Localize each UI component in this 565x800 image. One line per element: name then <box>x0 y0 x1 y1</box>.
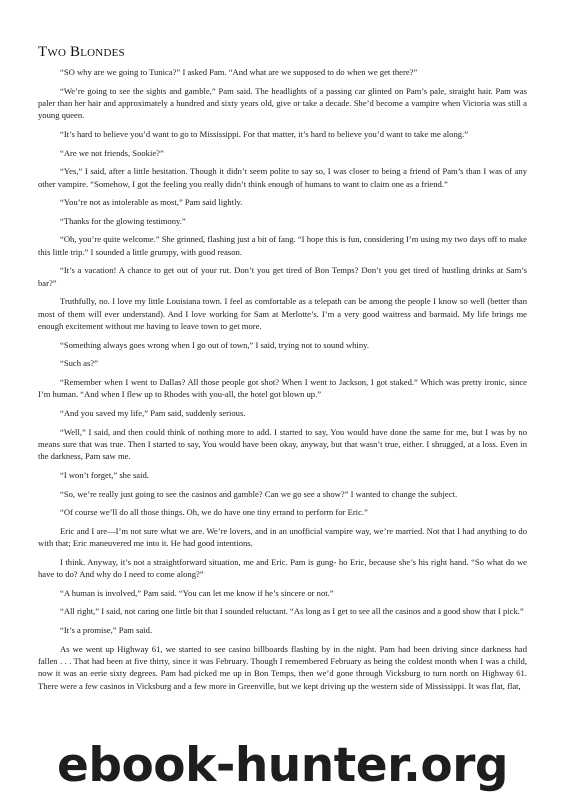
paragraph: “SO why are we going to Tunica?” I asked Pam. “And what are we supposed to do when we get there?” <box>60 67 418 77</box>
paragraph: “A human is involved,” Pam said. “You can let me know if he’s sincere or not.” <box>60 587 334 598</box>
body-text <box>38 66 527 698</box>
paragraph: “I won’t forget,” she said. <box>60 469 149 480</box>
paragraph: “Something always goes wrong when I go out of town,” I said, trying not to sound whiny. <box>60 339 370 350</box>
paragraph: “Such as?” <box>60 358 98 369</box>
paragraph: “Of course we’ll do all those things. Oh, we do have one tiny errand to perform for Eric.” <box>60 507 368 518</box>
paragraph: “So, we’re really just going to see the casinos and gamble? Can we go see a show?” I wanted to change the subject. <box>60 488 458 499</box>
paragraph: “All right,” I said, not caring one little bit that I sounded reluctant. “As long as I get to see all the casinos and a good show that I pick.” <box>60 606 524 617</box>
paragraph: “Are we not friends, Sookie?” <box>60 147 164 158</box>
paragraph: “It’s a promise,” Pam said. <box>60 624 153 635</box>
paragraph: “Oh, you’re quite welcome.” She grinned, flashing just a bit of fang. “I hope this is fun, considering I’m using my two days off to make this little trip.” I sounded a little grumpy, with good reason. <box>38 234 527 257</box>
paragraph: Truthfully, no. I love my little Louisiana town. I feel as comfortable as a telepath can be among the people I know so well (better than most of them will ever understand). And I love working for Sam at Merlotte’s. I’m a very good waitress and barmaid. My life brings me enough excitement without me having to leave town to get more. <box>38 296 527 332</box>
paragraph: “And you saved my life,” Pam said, suddenly serious. <box>60 407 246 418</box>
paragraph: “Thanks for the glowing testimony.” <box>60 215 186 226</box>
paragraph: I think. Anyway, it’s not a straightforward situation, me and Eric. Pam is gung- ho Eric, because she’s his right hand. “So what do we have to do? And why do I need to come along?” <box>38 556 527 580</box>
paragraph: “It’s hard to believe you’d want to go to Mississippi. For that matter, it’s hard to believe you’d want to take me along.” <box>60 129 469 139</box>
paragraph: “We’re going to see the sights and gamble,” Pam said. The headlights of a passing car glinted on Pam’s pale, straight hair. Pam was paler than her hair and approximately a hundred and sixty years old, give or take a decade. She’d become a vampire when Victoria was still a young queen. <box>38 85 527 121</box>
paragraph: “Yes,” I said, after a little hesitation. Though it didn’t seem polite to say so, I was closer to being a friend of Pam’s than I was of any other vampire. “Somehow, I got the feeling you really didn’t think enough of humans to want to claim one as a friend.” <box>38 166 527 189</box>
watermark: ebook-hunter.org <box>0 738 565 794</box>
paragraph: As we went up Highway 61, we started to see casino billboards flashing by in the night. Pam had been driving since darkness had fallen . . . That had been at five thirty, since it was February. Though I remembered February as being the coldest month when I was a child, now it was an eerie sixty degrees. Pam had picked me up in Bon Temps, then we’d gone through Vicksburg to turn north on Highway 61. There were a few casinos in Vicksburg and a few more in Greenville, but we kept driving up the western side of Mississippi. It was flat, flat, <box>38 643 527 691</box>
paragraph: Eric and I are—I’m not sure what we are. We’re lovers, and in an unofficial vampire way, we’re married. Not that I had anything to do with that; Eric maneuvered me into it. He had good intentions. <box>38 525 527 549</box>
paragraph: “It’s a vacation! A chance to get out of your rut. Don’t you get tired of Bon Temps? Don’t you get tired of hustling drinks at Sam’s bar?” <box>38 265 527 288</box>
paragraph: “You’re not as intolerable as most,” Pam said lightly. <box>60 197 243 208</box>
paragraph: “Well,” I said, and then could think of nothing more to add. I started to say, You would have done the same for me, but I was by no means sure that was true. Then I started to say, You would have been okay, anyway, but that wasn’t true, either. I shrugged, at a loss. Even in the darkness, Pam saw me. <box>38 426 527 462</box>
chapter-title: Two Blondes <box>38 44 125 60</box>
paragraph: “Remember when I went to Dallas? All those people got shot? When I went to Jackson, I got staked.” Which was pretty ironic, since I’m human. “And when I flew up to Rhodes with you-all, the hotel got blown up.” <box>38 376 527 400</box>
